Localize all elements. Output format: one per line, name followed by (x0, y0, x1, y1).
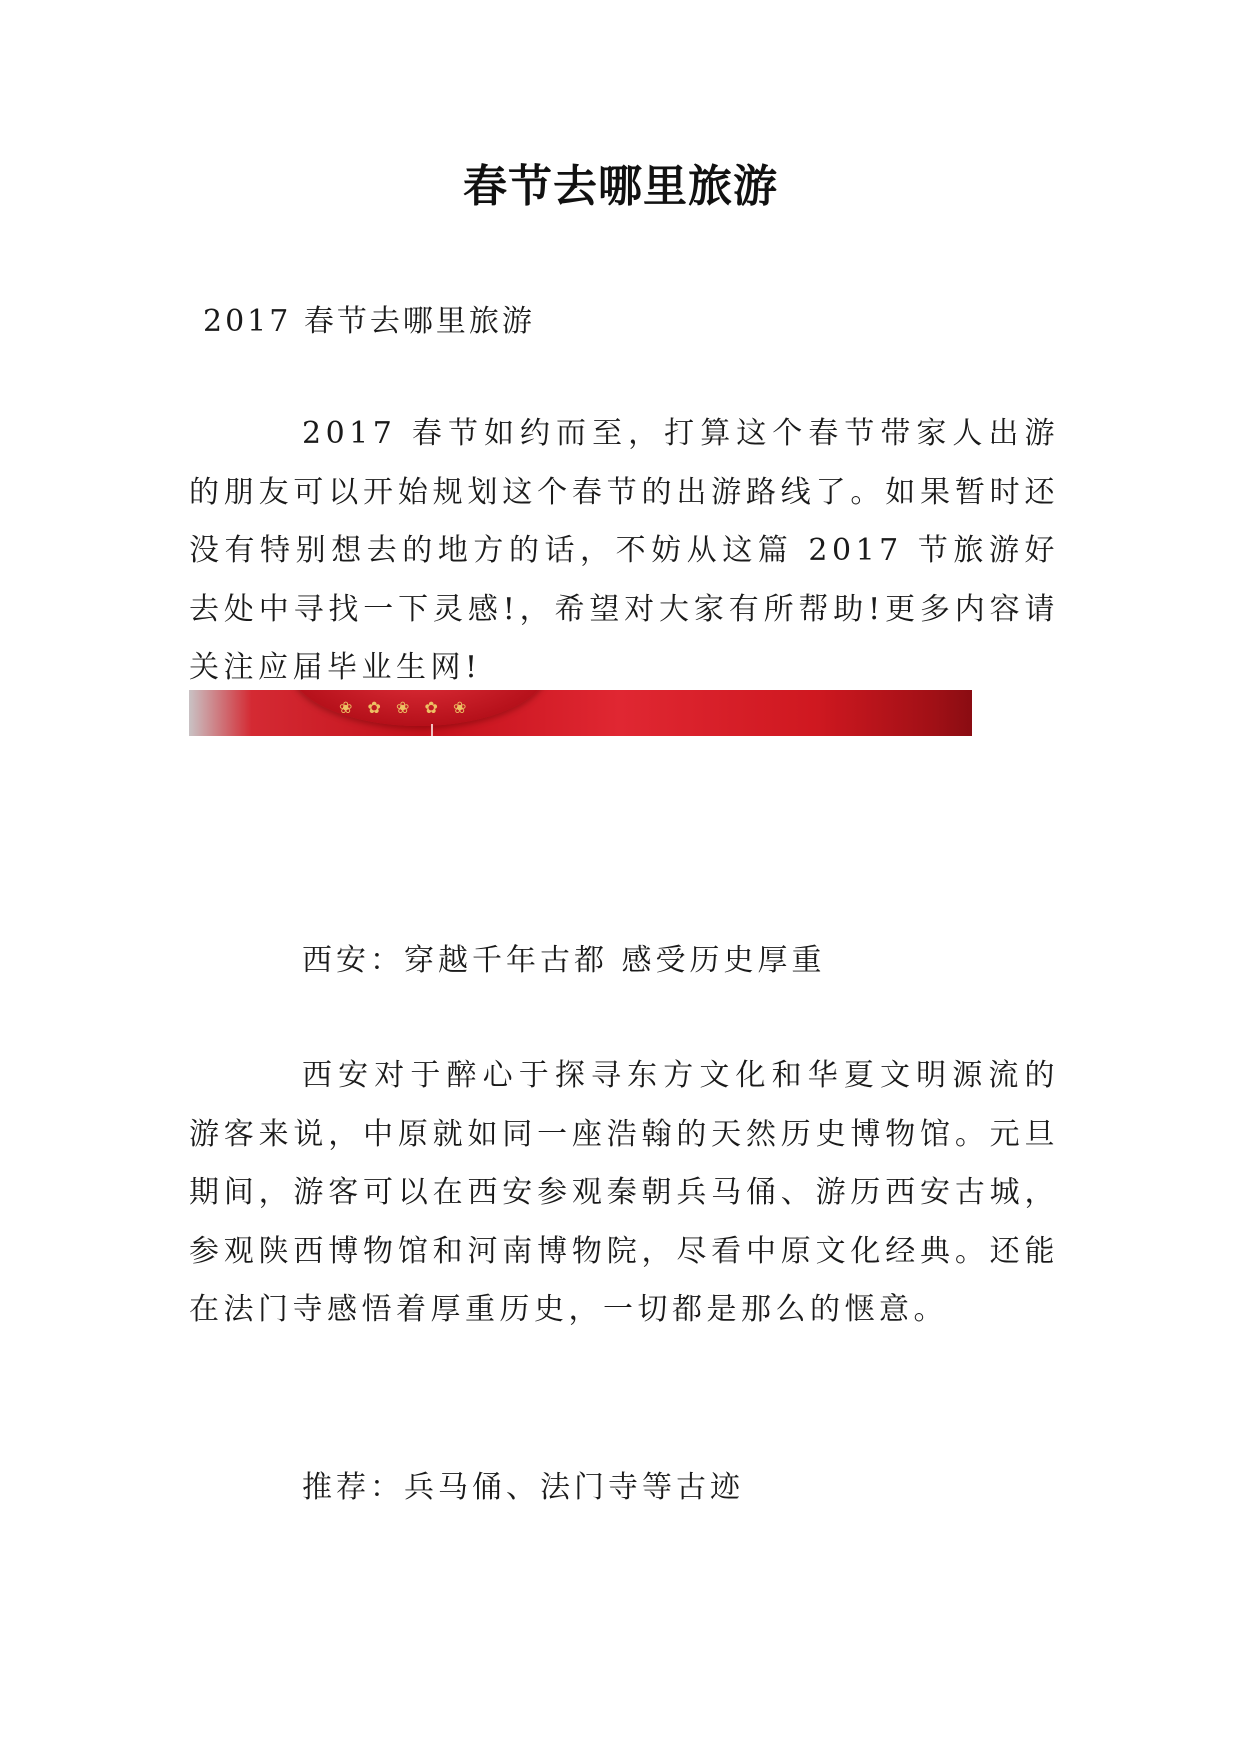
page-title: 春节去哪里旅游 (463, 161, 778, 212)
section-heading-xian: 西安：穿越千年古都 感受历史厚重 (302, 943, 826, 978)
document-subtitle: 2017 春节去哪里旅游 (203, 304, 535, 339)
section-recommendation-xian: 推荐：兵马俑、法门寺等古迹 (302, 1470, 744, 1505)
red-lantern-banner-image (189, 690, 972, 736)
section-body-xian: 西安对于醉心于探寻东方文化和华夏文明源流的游客来说，中原就如同一座浩翰的天然历史博物馆。元旦期间，游客可以在西安参观秦朝兵马俑、游历西安古城，参观陕西博物馆和河南博物院，尽看中原文化经典。还能在法门寺感悟着厚重历史，一切都是那么的惬意。 (189, 1058, 1059, 1327)
intro-paragraph: 2017 春节如约而至，打算这个春节带家人出游的朋友可以开始规划这个春节的出游路线了。如果暂时还没有特别想去的地方的话，不妨从这篇 2017 节旅游好去处中寻找一下灵感!，希望对大家有所帮助!更多内容请关注应届毕业生网! (189, 416, 1059, 685)
gold-pattern-decoration: ❀ ✿ ❀ ✿ ❀ (339, 698, 472, 717)
lantern-tassel (431, 724, 433, 736)
